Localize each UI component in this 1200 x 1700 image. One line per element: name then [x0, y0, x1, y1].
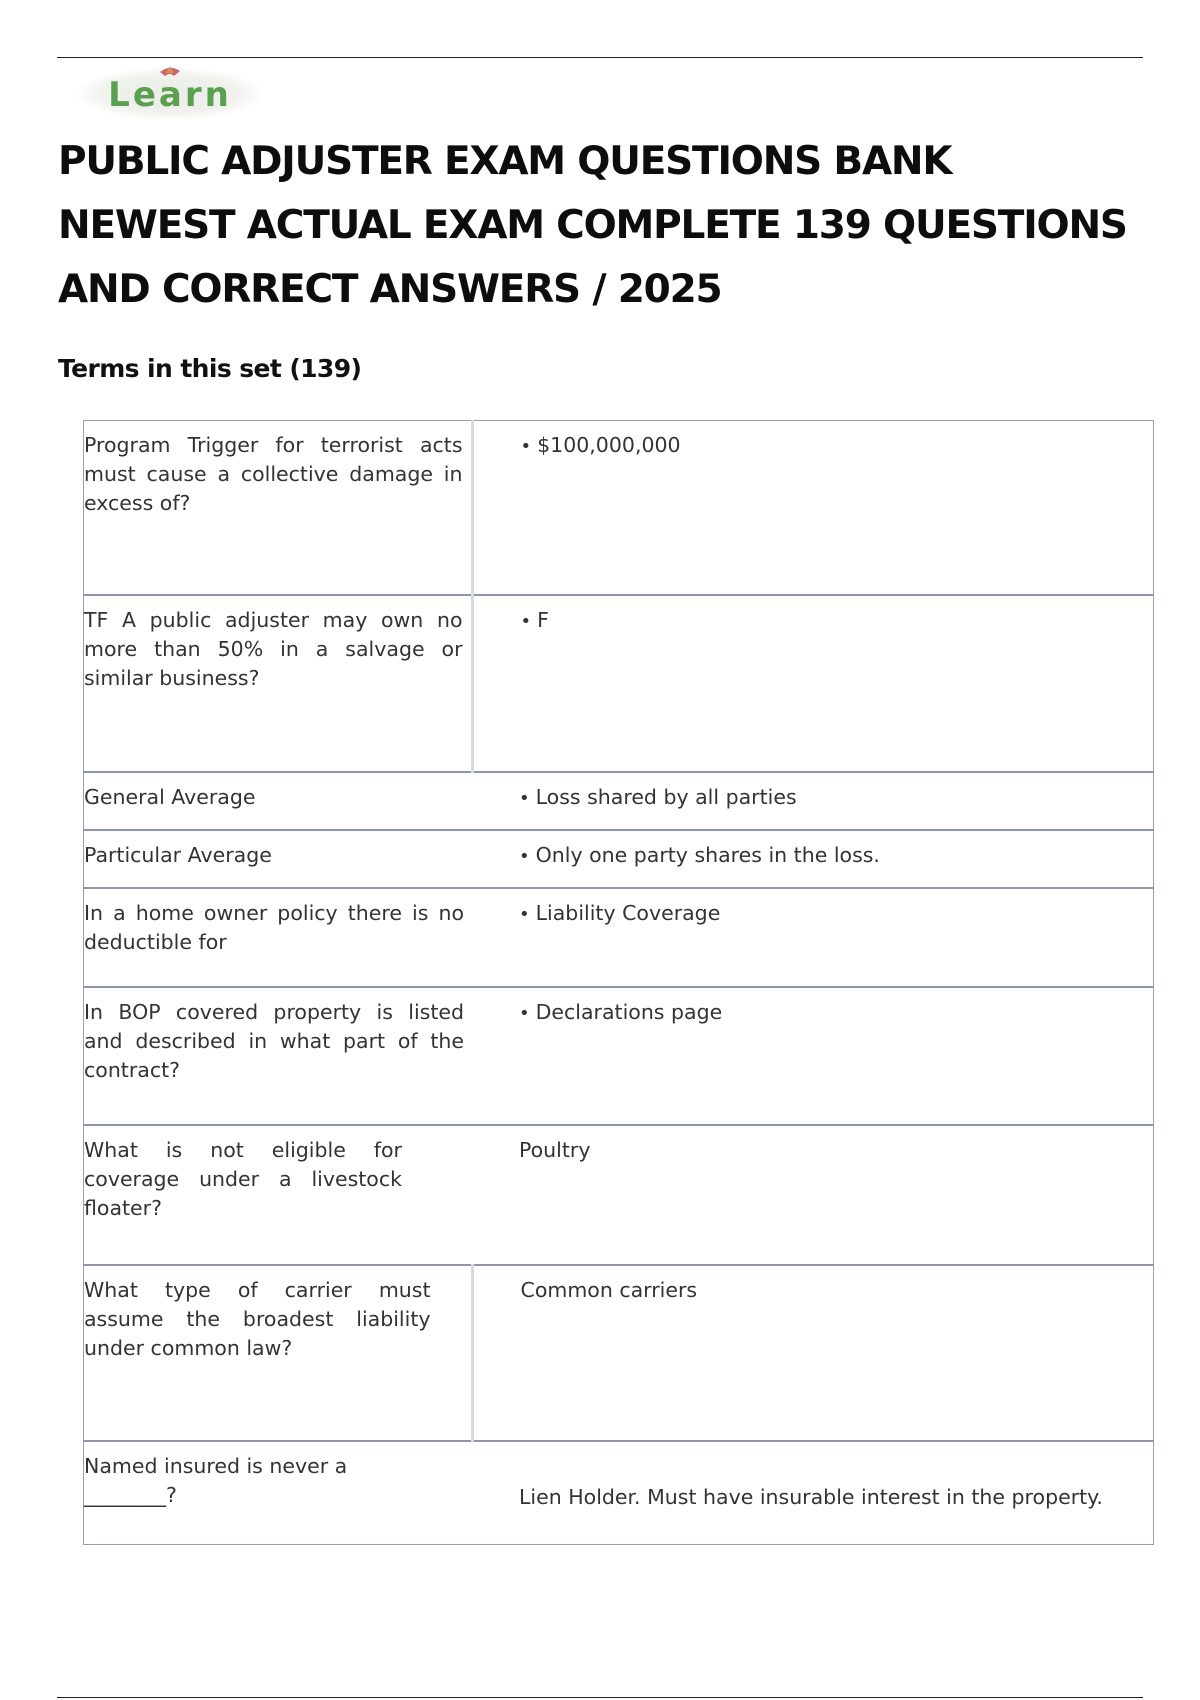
term-answer: Lien Holder. Must have insurable interest in the property.: [472, 1441, 1154, 1545]
learn-logo: [70, 62, 270, 122]
term-question-blank: ________?: [84, 1483, 177, 1507]
learn-logo-image: [70, 62, 270, 122]
term-question: What is not eligible for coverage under a livestock floater?: [84, 1125, 473, 1265]
logo-text: Learn: [108, 75, 232, 115]
term-row: [84, 421, 1154, 596]
term-row: [84, 830, 1154, 888]
page-title: [58, 130, 1158, 322]
term-question: General Average: [84, 772, 473, 830]
term-row: [84, 1265, 1154, 1441]
term-question-text: Named insured is never a: [84, 1454, 348, 1478]
term-row: [84, 888, 1154, 987]
term-row: [84, 1441, 1154, 1545]
terms-table: [83, 420, 1154, 1545]
term-question: In a home owner policy there is no deductible for: [84, 888, 473, 987]
term-row: [84, 772, 1154, 830]
term-answer: • Declarations page: [472, 987, 1154, 1125]
term-answer: Common carriers: [472, 1265, 1154, 1441]
term-answer: • F: [472, 595, 1154, 772]
term-answer: • Liability Coverage: [472, 888, 1154, 987]
term-question: TF A public adjuster may own no more than 50% in a salvage or similar business?: [84, 595, 473, 772]
title-line-2: NEWEST ACTUAL EXAM COMPLETE 139 QUESTIONS: [58, 203, 1127, 248]
top-rule: [57, 57, 1143, 58]
term-answer: Poultry: [472, 1125, 1154, 1265]
title-line-3: AND CORRECT ANSWERS / 2025: [58, 267, 722, 312]
term-question: Program Trigger for terrorist acts must cause a collective damage in excess of?: [84, 421, 473, 596]
term-row: [84, 595, 1154, 772]
term-question: [84, 1441, 473, 1545]
title-line-1: PUBLIC ADJUSTER EXAM QUESTIONS BANK: [58, 139, 952, 184]
term-row: [84, 987, 1154, 1125]
term-answer: • Loss shared by all parties: [472, 772, 1154, 830]
term-question: What type of carrier must assume the broadest liability under common law?: [84, 1265, 473, 1441]
term-row: [84, 1125, 1154, 1265]
term-question: Particular Average: [84, 830, 473, 888]
bottom-rule: [57, 1697, 1143, 1698]
term-answer: • Only one party shares in the loss.: [472, 830, 1154, 888]
terms-count-heading: Terms in this set (139): [58, 354, 362, 383]
term-answer: • $100,000,000: [472, 421, 1154, 596]
term-question: In BOP covered property is listed and described in what part of the contract?: [84, 987, 473, 1125]
